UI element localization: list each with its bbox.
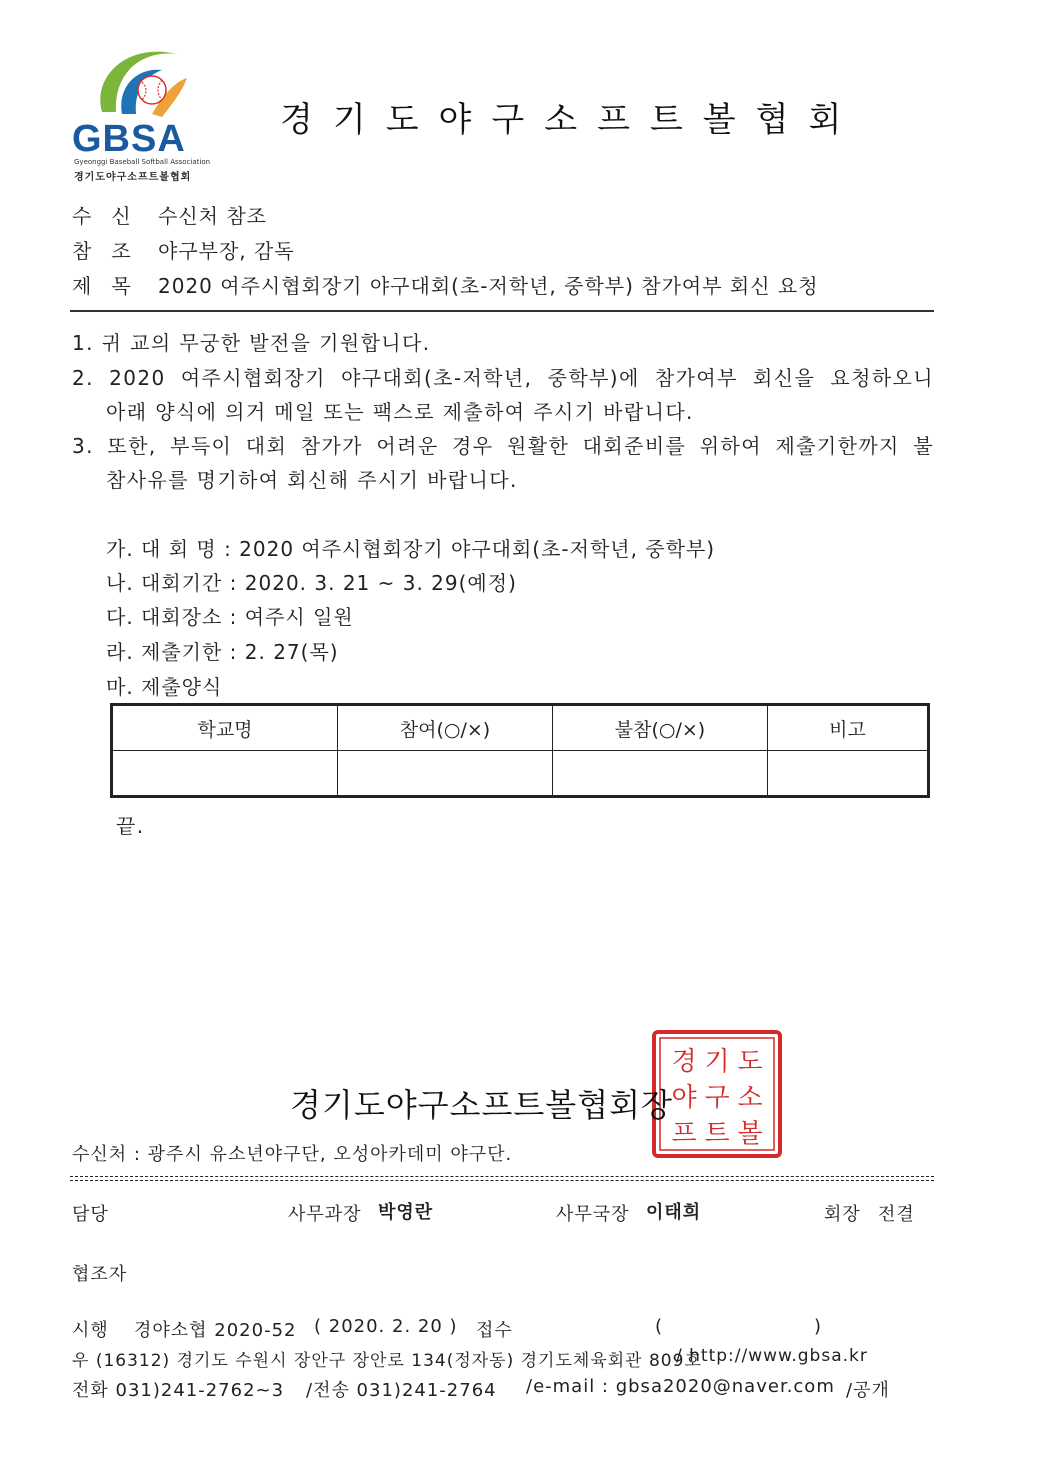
doc-number: 경야소협 2020-52	[134, 1320, 297, 1341]
seal-char: 트	[704, 1119, 730, 1149]
paragraph-2-line-1: 2. 2020 여주시협회장기 야구대회(초-저학년, 중학부)에 참가여부 회신을 요청하오니	[72, 366, 934, 390]
seal-char: 도	[737, 1047, 763, 1077]
manager-label: 사무과장	[288, 1204, 362, 1225]
detail-form-heading: 마. 제출양식	[106, 675, 223, 699]
seal-char: 기	[704, 1047, 730, 1077]
issuer-name: 경기도야구소프트볼협회장	[290, 1086, 673, 1124]
cooperator-label: 협조자	[72, 1264, 128, 1285]
logo-letters: GBSA	[72, 118, 186, 160]
detail-event-period: 나. 대회기간 : 2020. 3. 21 ~ 3. 29(예정)	[106, 571, 517, 595]
email-link[interactable]: /e-mail : gbsa2020@naver.com	[526, 1376, 835, 1397]
fax: /전송 031)241-2764	[306, 1380, 497, 1401]
director-name: 이태희	[646, 1202, 702, 1223]
header-remarks: 비고	[768, 705, 929, 751]
manager-name: 박영란	[378, 1202, 434, 1223]
receipt-close: )	[814, 1316, 823, 1337]
logo-wordmark	[72, 118, 186, 161]
divider	[70, 310, 934, 312]
cell-remarks	[768, 751, 929, 797]
recipients-list: 수신처 : 광주시 유소년야구단, 오성아카데미 야구단.	[72, 1144, 513, 1165]
recipient-label: 수신	[72, 204, 151, 228]
address: 우 (16312) 경기도 수원시 장안구 장안로 134(정자동) 경기도체육회관 809호	[72, 1351, 702, 1371]
paragraph-3-line-1: 3. 또한, 부득이 대회 참가가 어려운 경우 원활한 대회준비를 위하여 제출기한까지 불	[72, 434, 934, 458]
subject-value: 2020 여주시협회장기 야구대회(초-저학년, 중학부) 참가여부 회신 요청	[158, 274, 819, 298]
logo-korean-name: 경기도야구소프트볼협회	[74, 172, 192, 183]
header-participate: 참여(○/×)	[338, 705, 553, 751]
seal-char: 경	[671, 1047, 697, 1077]
subject-label: 제목	[72, 274, 151, 298]
receipt-label: 접수	[476, 1320, 513, 1341]
detail-event-name: 가. 대 회 명 : 2020 여주시협회장기 야구대회(초-저학년, 중학부)	[106, 537, 716, 561]
receipt-open: (	[655, 1316, 664, 1337]
disclosure: /공개	[846, 1380, 890, 1401]
gbsa-logo	[66, 40, 216, 185]
staff-label: 담당	[72, 1204, 109, 1225]
baseball-swoosh-icon	[92, 42, 192, 122]
director-label: 사무국장	[556, 1204, 630, 1225]
detail-event-venue: 다. 대회장소 : 여주시 일원	[106, 605, 354, 629]
phone: 전화 031)241-2762~3	[72, 1380, 285, 1401]
seal-char: 소	[737, 1083, 763, 1113]
paragraph-1: 1. 귀 교의 무궁한 발전을 기원합니다.	[72, 331, 431, 355]
enforce-label: 시행	[72, 1320, 109, 1341]
seal-char: 구	[704, 1083, 730, 1113]
table-row	[112, 751, 929, 797]
header-absent: 불참(○/×)	[553, 705, 768, 751]
doc-date: ( 2020. 2. 20 )	[314, 1316, 458, 1337]
paragraph-2-line-2: 아래 양식에 의거 메일 또는 팩스로 제출하여 주시기 바랍니다.	[106, 400, 694, 424]
detail-deadline: 라. 제출기한 : 2. 27(목)	[106, 640, 339, 664]
seal-char: 프	[671, 1119, 697, 1149]
header-school-name: 학교명	[112, 705, 338, 751]
cell-absent	[553, 751, 768, 797]
seal-char: 야	[671, 1083, 697, 1113]
president-label: 회장	[824, 1204, 861, 1225]
cell-school-name	[112, 751, 338, 797]
reference-label: 참조	[72, 239, 151, 263]
page-title: 경기도야구소프트볼협회	[280, 100, 862, 140]
double-divider	[70, 1174, 934, 1184]
logo-subtitle: Gyeonggi Baseball Softball Association	[74, 158, 211, 166]
paragraph-3-line-2: 참사유를 명기하여 회신해 주시기 바랍니다.	[106, 468, 518, 492]
end-mark: 끝.	[116, 814, 145, 838]
president-decision: 전결	[878, 1204, 915, 1225]
table-header-row	[112, 705, 929, 751]
submission-form-table	[110, 703, 930, 798]
recipient-value: 수신처 참조	[158, 204, 267, 228]
seal-char: 볼	[737, 1119, 763, 1149]
reference-value: 야구부장, 감독	[158, 239, 295, 263]
website-link[interactable]: / http://www.gbsa.kr	[676, 1346, 868, 1366]
cell-participate	[338, 751, 553, 797]
